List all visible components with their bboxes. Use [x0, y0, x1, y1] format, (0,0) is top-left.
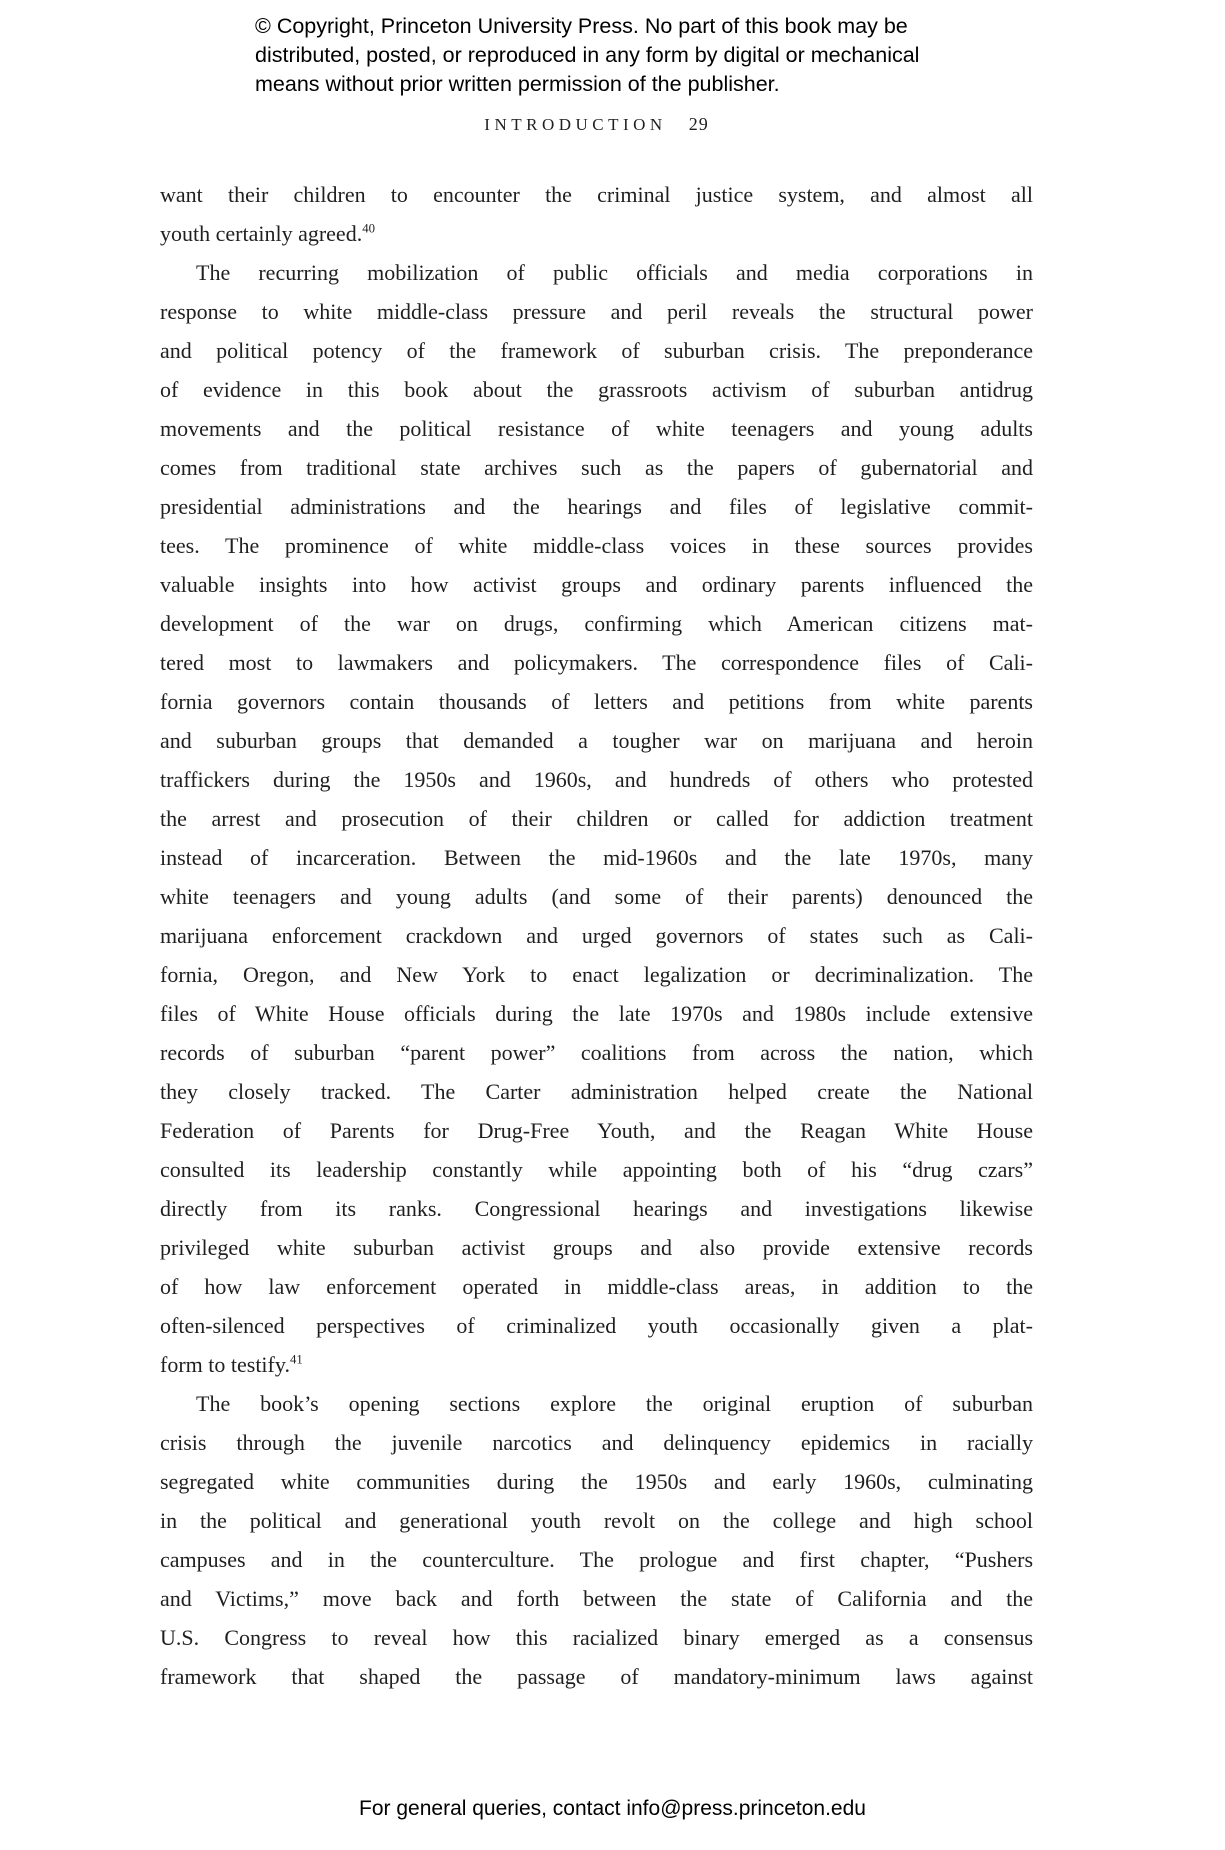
- text-line: The recurring mobilization of public officials and media corporations in: [196, 260, 1033, 285]
- text-line: youth certainly agreed.$^{40}$: [160, 221, 375, 246]
- text-line: traffickers during the 1950s and 1960s, and hundreds of others who protested: [160, 767, 1033, 792]
- chapter-title: INTRODUCTION: [484, 115, 667, 134]
- text-line: comes from traditional state archives such as the papers of gubernatorial and: [160, 455, 1033, 480]
- text-line: valuable insights into how activist groups and ordinary parents influenced the: [160, 572, 1033, 597]
- text-line: want their children to encounter the criminal justice system, and almost all: [160, 182, 1033, 207]
- text-line: segregated white communities during the 1950s and early 1960s, culminating: [160, 1469, 1033, 1494]
- text-line: and political potency of the framework of suburban crisis. The preponderance: [160, 338, 1033, 363]
- footnote-reference: 40: [362, 221, 375, 236]
- text-line: Federation of Parents for Drug-Free Youth, and the Reagan White House: [160, 1118, 1033, 1143]
- text-line: fornia, Oregon, and New York to enact legalization or decriminalization. The: [160, 962, 1033, 987]
- running-head: [160, 114, 1033, 135]
- text-line: form to testify.$^{41}$: [160, 1352, 303, 1377]
- copyright-line: distributed, posted, or reproduced in any form by digital or mechanical: [255, 43, 920, 67]
- text-line: fornia governors contain thousands of letters and petitions from white parents: [160, 689, 1033, 714]
- text-line: presidential administrations and the hearings and files of legislative commit-: [160, 494, 1033, 519]
- text-line: records of suburban “parent power” coalitions from across the nation, which: [160, 1040, 1033, 1065]
- footer-contact: For general queries, contact info@press.princeton.edu: [359, 1797, 866, 1820]
- text-line: and suburban groups that demanded a tougher war on marijuana and heroin: [160, 728, 1033, 753]
- text-line: framework that shaped the passage of mandatory-minimum laws against: [160, 1664, 1033, 1689]
- text-line: of evidence in this book about the grassroots activism of suburban antidrug: [160, 377, 1033, 402]
- text-line: in the political and generational youth revolt on the college and high school: [160, 1508, 1033, 1533]
- text-line: marijuana enforcement crackdown and urged governors of states such as Cali-: [160, 923, 1033, 948]
- text-line: campuses and in the counterculture. The prologue and first chapter, “Pushers: [160, 1547, 1033, 1572]
- text-line: tered most to lawmakers and policymakers. The correspondence files of Cali-: [160, 650, 1033, 675]
- text-line: movements and the political resistance of white teenagers and young adults: [160, 416, 1033, 441]
- text-line: consulted its leadership constantly while appointing both of his “drug czars”: [160, 1157, 1033, 1182]
- text-line: tees. The prominence of white middle-class voices in these sources provides: [160, 533, 1033, 558]
- text-line: white teenagers and young adults (and some of their parents) denounced the: [160, 884, 1033, 909]
- footnote-reference: 41: [289, 1352, 303, 1367]
- text-line: The book’s opening sections explore the original eruption of suburban: [196, 1391, 1033, 1416]
- text-line: development of the war on drugs, confirming which American citizens mat-: [160, 611, 1033, 636]
- text-line: they closely tracked. The Carter administration helped create the National: [160, 1079, 1033, 1104]
- text-line: instead of incarceration. Between the mid-1960s and the late 1970s, many: [160, 845, 1033, 870]
- body-text: [160, 175, 1033, 1696]
- text-line: privileged white suburban activist groups and also provide extensive records: [160, 1235, 1033, 1260]
- copyright-line: © Copyright, Princeton University Press. No part of this book may be: [255, 14, 908, 38]
- copyright-line: means without prior written permission of the publisher.: [255, 72, 780, 96]
- text-line: and Victims,” move back and forth between the state of California and the: [160, 1586, 1033, 1611]
- text-line: the arrest and prosecution of their children or called for addiction treatment: [160, 806, 1033, 831]
- text-line: U.S. Congress to reveal how this racialized binary emerged as a consensus: [160, 1625, 1033, 1650]
- text-line: crisis through the juvenile narcotics and delinquency epidemics in racially: [160, 1430, 1033, 1455]
- text-line: often-silenced perspectives of criminalized youth occasionally given a plat-: [160, 1313, 1033, 1338]
- copyright-notice: [255, 12, 975, 99]
- text-line: of how law enforcement operated in middle-class areas, in addition to the: [160, 1274, 1033, 1299]
- text-line: directly from its ranks. Congressional hearings and investigations likewise: [160, 1196, 1033, 1221]
- page-number: 29: [688, 114, 709, 134]
- text-line: files of White House officials during the late 1970s and 1980s include extensive: [160, 1001, 1033, 1026]
- text-line: response to white middle-class pressure and peril reveals the structural power: [160, 299, 1033, 324]
